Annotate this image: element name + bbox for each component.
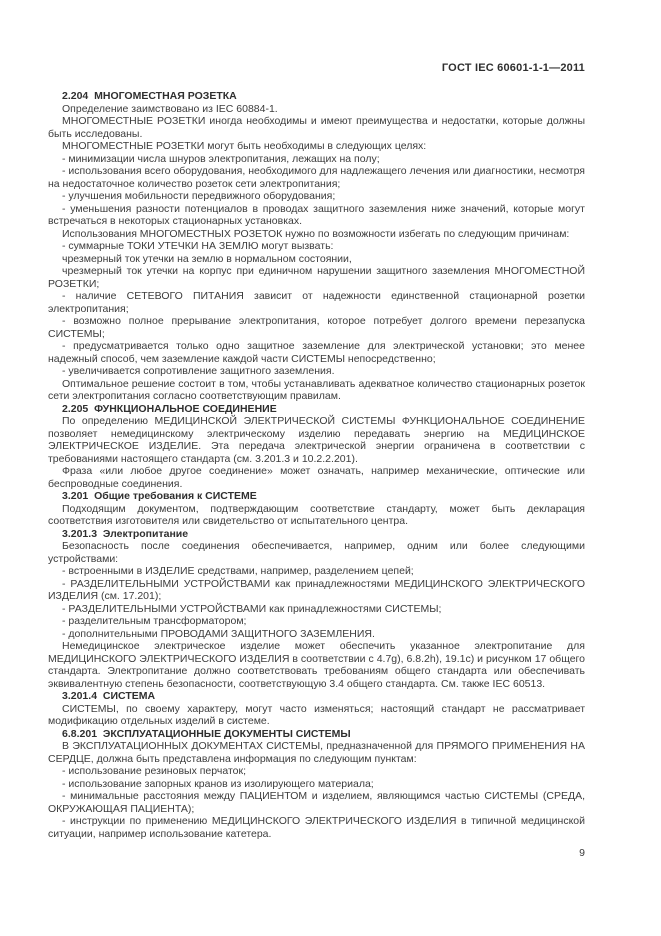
section-heading-3-201-3: 3.201.3 Электропитание <box>62 527 189 540</box>
section-heading-2-204: 2.204 МНОГОМЕСТНАЯ РОЗЕТКА <box>62 90 237 102</box>
list-item: - минимизации числа шнуров электропитания, лежащих на полу; <box>62 152 380 165</box>
paragraph: Определение заимствовано из IEC 60884-1. <box>62 102 278 115</box>
section-heading-6-8-201: 6.8.201 ЭКСПЛУАТАЦИОННЫЕ ДОКУМЕНТЫ СИСТЕМЫ <box>62 727 351 740</box>
list-item: - минимальные расстояния между ПАЦИЕНТОМ и изделием, являющимся частью СИСТЕМЫ (СРЕДА, ОКРУЖАЮЩАЯ ПАЦИЕНТА); <box>48 790 585 815</box>
list-item: - улучшения мобильности передвижного оборудования; <box>62 190 336 202</box>
paragraph: По определению МЕДИЦИНСКОЙ ЭЛЕКТРИЧЕСКОЙ СИСТЕМЫ ФУНКЦИОНАЛЬНОЕ СОЕДИНЕНИЕ позволяет немедицинскому электрическому изделию передавать энергию на МЕДИЦИНСКОЕ ЭЛЕКТРИЧЕСКОЕ ИЗДЕЛИЕ. Эта передача электрической энергии ограничена в соответствии с требованиями настоящего стандарта (см. 3.201.3 и 10.2.2.201). <box>48 415 585 465</box>
list-item: - суммарные ТОКИ УТЕЧКИ НА ЗЕМЛЮ могут вызвать: <box>62 240 334 252</box>
list-item: - уменьшения разности потенциалов в проводах защитного заземления ниже значений, которые могут встречаться в некоторых стационарных установках. <box>48 202 585 227</box>
document-header: ГОСТ IEC 60601-1-1—2011 <box>441 62 585 74</box>
paragraph: МНОГОМЕСТНЫЕ РОЗЕТКИ иногда необходимы и имеют преимущества и недостатки, которые должны быть исследованы. <box>48 115 585 140</box>
list-item: - дополнительными ПРОВОДАМИ ЗАЩИТНОГО ЗАЗЕМЛЕНИЯ. <box>62 627 375 640</box>
paragraph: чрезмерный ток утечки на корпус при единичном нарушении защитного заземления МНОГОМЕСТНОЙ РОЗЕТКИ; <box>48 265 585 290</box>
paragraph: Немедицинское электрическое изделие может обеспечить указанное электропитание для МЕДИЦИНСКОГО ЭЛЕКТРИЧЕСКОГО ИЗДЕЛИЯ в соответствии с 4.7g), 6.8.2h), 19.1c) и рисунком 17 общего стандарта. Электропитание должно соответствовать требованиям общего стандарта или обеспечивать эквивалентную степень безопасности, соответствующую 3.4 общего стандарта. См. также IEC 60513. <box>48 640 585 690</box>
paragraph: Оптимальное решение состоит в том, чтобы устанавливать адекватное количество стационарных розеток сети электропитания согласно соответствующим правилам. <box>48 377 585 402</box>
list-item: - предусматривается только одно защитное заземление для электрической установки; это менее надежный способ, чем заземление каждой части СИСТЕМЫ непосредственно; <box>48 340 585 365</box>
section-heading-3-201-4: 3.201.4 СИСТЕМА <box>62 690 156 702</box>
list-item: - возможно полное прерывание электропитания, которое потребует долгого времени перезапуска СИСТЕМЫ; <box>48 315 585 340</box>
paragraph: Подходящим документом, подтверждающим соответствие стандарту, может быть декларация соответствия изготовителя или свидетельство от испытательного центра. <box>48 502 585 527</box>
list-item: - разделительным трансформатором; <box>62 615 247 627</box>
paragraph: Безопасность после соединения обеспечивается, например, одним или более следующими устройствами: <box>48 540 585 565</box>
list-item: - РАЗДЕЛИТЕЛЬНЫМИ УСТРОЙСТВАМИ как принадлежностями МЕДИЦИНСКОГО ЭЛЕКТРИЧЕСКОГО ИЗДЕЛИЯ (см. 17.201); <box>48 577 585 602</box>
list-item: - использования всего оборудования, необходимого для надлежащего лечения или диагностики, несмотря на недостаточное количество розеток сети электропитания; <box>48 165 585 190</box>
list-item: - использование резиновых перчаток; <box>62 765 246 777</box>
section-heading-2-205: 2.205 ФУНКЦИОНАЛЬНОЕ СОЕДИНЕНИЕ <box>62 402 277 415</box>
list-item: - увеличивается сопротивление защитного заземления. <box>62 365 335 377</box>
list-item: - встроенными в ИЗДЕЛИЕ средствами, например, разделением цепей; <box>62 565 414 577</box>
paragraph: Фраза «или любое другое соединение» может означать, например механические, оптические или беспроводные соединения. <box>48 465 585 490</box>
list-item: - РАЗДЕЛИТЕЛЬНЫМИ УСТРОЙСТВАМИ как принадлежностями СИСТЕМЫ; <box>62 602 442 615</box>
paragraph: СИСТЕМЫ, по своему характеру, могут часто изменяться; настоящий стандарт не рассматривает модификацию отдельных изделий в системе. <box>48 702 585 727</box>
paragraph: Использования МНОГОМЕСТНЫХ РОЗЕТОК нужно по возможности избегать по следующим причинам: <box>62 227 570 240</box>
document-body <box>48 90 585 840</box>
page-number: 9 <box>579 847 585 859</box>
paragraph: МНОГОМЕСТНЫЕ РОЗЕТКИ могут быть необходимы в следующих целях: <box>62 140 427 152</box>
section-heading-3-201: 3.201 Общие требования к СИСТЕМЕ <box>62 490 257 502</box>
list-item: - наличие СЕТЕВОГО ПИТАНИЯ зависит от надежности единственной стационарной розетки электропитания; <box>48 290 585 315</box>
paragraph: В ЭКСПЛУАТАЦИОННЫХ ДОКУМЕНТАХ СИСТЕМЫ, предназначенной для ПРЯМОГО ПРИМЕНЕНИЯ НА СЕРДЦЕ, должна быть представлена информация по следующим пунктам: <box>48 740 585 765</box>
list-item: - инструкции по применению МЕДИЦИНСКОГО ЭЛЕКТРИЧЕСКОГО ИЗДЕЛИЯ в типичной медицинской ситуации, например использование катетера. <box>48 815 585 840</box>
list-item: - использование запорных кранов из изолирующего материала; <box>62 777 374 790</box>
paragraph: чрезмерный ток утечки на землю в нормальном состоянии, <box>62 252 352 265</box>
